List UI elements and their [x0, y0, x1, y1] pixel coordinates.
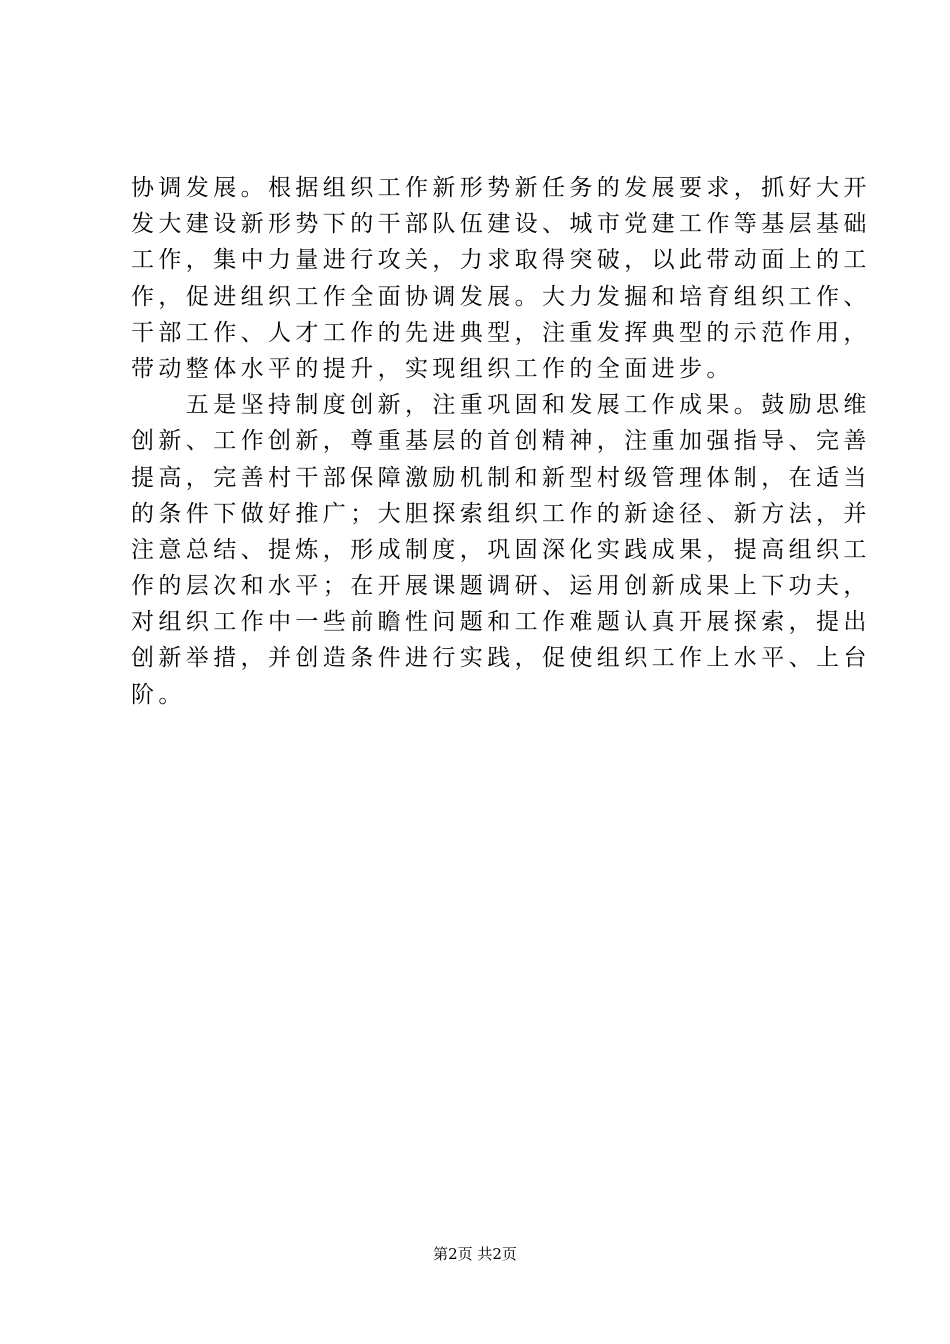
text-line: 发大建设新形势下的干部队伍建设、城市党建工作等基层基础	[131, 211, 871, 238]
text-line: 创新、工作创新，尊重基层的首创精神，注重加强指导、完善	[131, 428, 871, 455]
text-line: 提高，完善村干部保障激励机制和新型村级管理体制，在适当	[131, 464, 871, 491]
body-text	[131, 170, 871, 713]
text-line: 的条件下做好推广；大胆探索组织工作的新途径、新方法，并	[131, 500, 871, 527]
text-line: 作的层次和水平；在开展课题调研、运用创新成果上下功夫，	[131, 573, 871, 600]
text-line: 工作，集中力量进行攻关，力求取得突破，以此带动面上的工	[131, 247, 871, 274]
text-line: 五是坚持制度创新，注重巩固和发展工作成果。鼓励思维	[131, 392, 871, 419]
text-line: 创新举措，并创造条件进行实践，促使组织工作上水平、上台	[131, 645, 871, 672]
page-footer	[0, 1244, 950, 1264]
text-line: 干部工作、人才工作的先进典型，注重发挥典型的示范作用，	[131, 319, 871, 346]
text-line: 阶。	[131, 681, 186, 708]
text-line: 对组织工作中一些前瞻性问题和工作难题认真开展探索，提出	[131, 609, 871, 636]
text-line: 带动整体水平的提升，实现组织工作的全面进步。	[131, 355, 734, 382]
text-line: 作，促进组织工作全面协调发展。大力发掘和培育组织工作、	[131, 283, 871, 310]
text-line: 注意总结、提炼，形成制度，巩固深化实践成果，提高组织工	[131, 536, 871, 563]
page-number: 第2页 共2页	[433, 1245, 517, 1263]
text-line: 协调发展。根据组织工作新形势新任务的发展要求，抓好大开	[131, 175, 871, 201]
